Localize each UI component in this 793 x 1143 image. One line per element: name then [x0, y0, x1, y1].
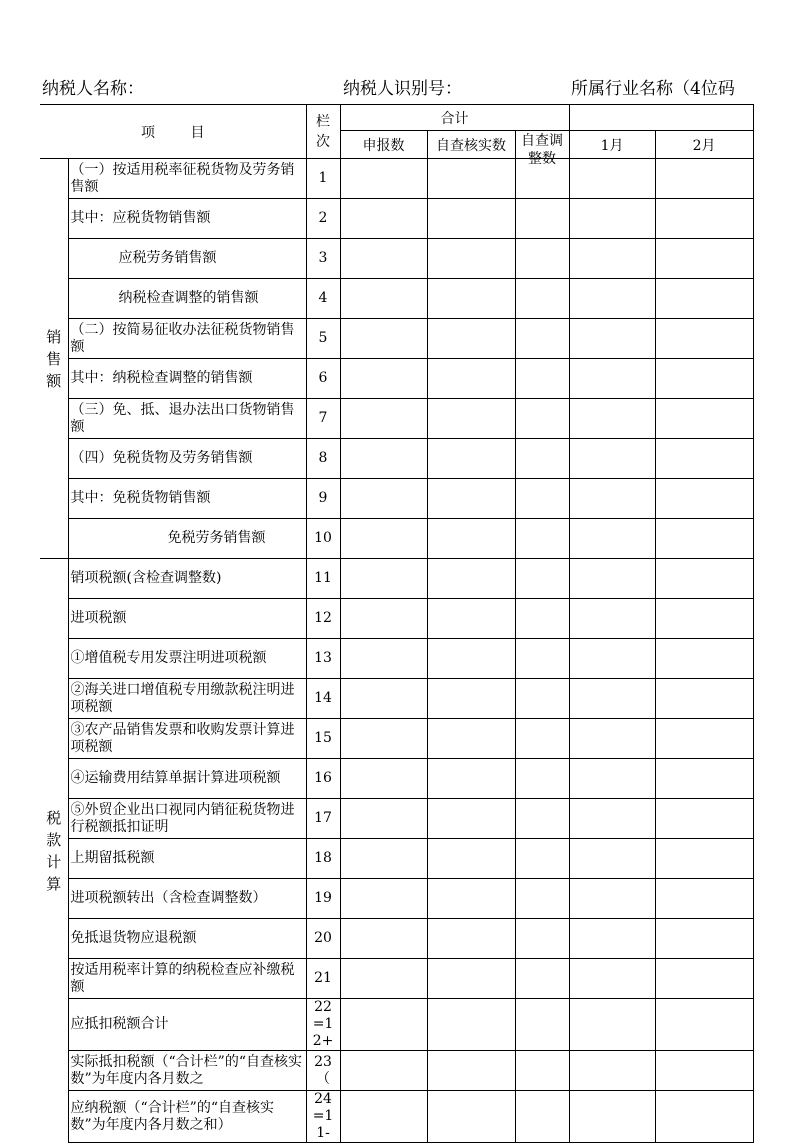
row-number — [306, 359, 340, 399]
row-item-text: ⑤外贸企业出口视同内销征税货物进行税额抵扣证明 — [70, 801, 295, 835]
cell-jan[interactable] — [569, 359, 655, 399]
row-number — [306, 519, 340, 559]
row-item-label — [68, 1091, 306, 1143]
row-item-label — [68, 559, 306, 599]
cell-feb[interactable] — [655, 479, 753, 519]
row-number — [306, 439, 340, 479]
cell-declared[interactable] — [340, 639, 427, 679]
cell-adjusted[interactable] — [515, 839, 569, 879]
row-number — [306, 319, 340, 359]
cell-jan[interactable] — [569, 319, 655, 359]
cell-adjusted[interactable] — [515, 239, 569, 279]
cell-verified[interactable] — [427, 479, 515, 519]
table-row — [40, 839, 753, 879]
cell-verified[interactable] — [427, 439, 515, 479]
header-total: 合计 — [340, 105, 569, 131]
row-item-label — [68, 959, 306, 999]
cell-verified[interactable] — [427, 959, 515, 999]
cell-verified[interactable] — [427, 839, 515, 879]
cell-adjusted[interactable] — [515, 959, 569, 999]
cell-feb[interactable] — [655, 319, 753, 359]
cell-verified[interactable] — [427, 799, 515, 839]
cell-feb[interactable] — [655, 959, 753, 999]
row-item-text: 应纳税额（“合计栏”的“自查核实数”为年度内各月数之和） — [70, 1099, 274, 1133]
row-number — [306, 959, 340, 999]
row-number-text: 9 — [318, 490, 328, 506]
cell-verified[interactable] — [427, 879, 515, 919]
cell-adjusted[interactable] — [515, 679, 569, 719]
table-row — [40, 919, 753, 959]
cell-adjusted[interactable] — [515, 799, 569, 839]
row-item-label — [68, 719, 306, 759]
row-item-text: 免抵退货物应退税额 — [70, 930, 197, 946]
row-number — [306, 479, 340, 519]
row-number — [306, 199, 340, 239]
cell-jan[interactable] — [569, 1091, 655, 1143]
cell-jan[interactable] — [569, 679, 655, 719]
row-item-label — [68, 199, 306, 239]
table-row — [40, 479, 753, 519]
cell-declared[interactable] — [340, 599, 427, 639]
row-item-label — [68, 479, 306, 519]
cell-feb[interactable] — [655, 599, 753, 639]
cell-declared[interactable] — [340, 1091, 427, 1143]
cell-feb[interactable] — [655, 519, 753, 559]
header-declared: 申报数 — [340, 131, 427, 159]
cell-feb[interactable] — [655, 999, 753, 1051]
table-row — [40, 559, 753, 599]
header-item: 项 目 — [40, 105, 306, 159]
row-number-text: 24=11- — [312, 1091, 334, 1141]
row-item-label — [68, 519, 306, 559]
cell-feb[interactable] — [655, 679, 753, 719]
row-number-text: 18 — [314, 850, 332, 866]
header-column-no — [306, 105, 340, 159]
cell-adjusted[interactable] — [515, 639, 569, 679]
cell-jan[interactable] — [569, 519, 655, 559]
row-number-text: 11 — [314, 570, 332, 586]
cell-feb[interactable] — [655, 199, 753, 239]
row-number — [306, 559, 340, 599]
row-item-label — [68, 599, 306, 639]
table-row — [40, 239, 753, 279]
cell-declared[interactable] — [340, 159, 427, 199]
row-number-text: 19 — [314, 890, 332, 906]
cell-adjusted[interactable] — [515, 1051, 569, 1091]
cell-verified[interactable] — [427, 559, 515, 599]
cell-declared[interactable] — [340, 359, 427, 399]
row-item-label — [68, 399, 306, 439]
row-number — [306, 679, 340, 719]
row-number-text: 1 — [318, 170, 328, 186]
row-item-text: （三）免、抵、退办法出口货物销售额 — [70, 401, 295, 435]
row-number-text: 5 — [318, 330, 328, 346]
cell-jan[interactable] — [569, 599, 655, 639]
cell-jan[interactable] — [569, 559, 655, 599]
row-item-text: 其中：纳税检查调整的销售额 — [70, 370, 253, 386]
cell-verified[interactable] — [427, 399, 515, 439]
row-item-label — [68, 999, 306, 1051]
cell-jan[interactable] — [569, 799, 655, 839]
cell-jan[interactable] — [569, 639, 655, 679]
row-number-text: 23（ — [314, 1053, 332, 1087]
row-number — [306, 1091, 340, 1143]
taxpayer-name-label: 纳税人名称： — [42, 79, 144, 99]
cell-verified[interactable] — [427, 639, 515, 679]
row-number — [306, 399, 340, 439]
row-number — [306, 759, 340, 799]
row-item-label — [68, 799, 306, 839]
table-row — [40, 759, 753, 799]
cell-declared[interactable] — [340, 239, 427, 279]
row-number-text: 4 — [318, 290, 328, 306]
table-row — [40, 959, 753, 999]
cell-declared[interactable] — [340, 679, 427, 719]
cell-verified[interactable] — [427, 599, 515, 639]
cell-adjusted[interactable] — [515, 319, 569, 359]
tax-self-check-table — [40, 104, 754, 1143]
cell-declared[interactable] — [340, 879, 427, 919]
table-row — [40, 199, 753, 239]
cell-adjusted[interactable] — [515, 279, 569, 319]
cell-feb[interactable] — [655, 439, 753, 479]
cell-jan[interactable] — [569, 399, 655, 439]
row-item-label — [68, 439, 306, 479]
row-number-text: 3 — [318, 250, 328, 266]
cell-jan[interactable] — [569, 879, 655, 919]
cell-adjusted[interactable] — [515, 919, 569, 959]
header-column-no-label: 栏次 — [316, 113, 331, 150]
row-item-label — [68, 919, 306, 959]
table-row — [40, 159, 753, 199]
row-item-label — [68, 1051, 306, 1091]
row-number-text: 8 — [318, 450, 328, 466]
cell-jan[interactable] — [569, 719, 655, 759]
cell-declared[interactable] — [340, 439, 427, 479]
cell-jan[interactable] — [569, 159, 655, 199]
cell-declared[interactable] — [340, 799, 427, 839]
cell-verified[interactable] — [427, 679, 515, 719]
table-row — [40, 799, 753, 839]
row-number — [306, 599, 340, 639]
cell-declared[interactable] — [340, 479, 427, 519]
row-item-text: 其中：免税货物销售额 — [70, 490, 211, 506]
cell-verified[interactable] — [427, 999, 515, 1051]
row-number-text: 22=12+ — [312, 999, 334, 1049]
cell-feb[interactable] — [655, 759, 753, 799]
cell-verified[interactable] — [427, 319, 515, 359]
row-number — [306, 1051, 340, 1091]
cell-verified[interactable] — [427, 279, 515, 319]
cell-jan[interactable] — [569, 959, 655, 999]
row-item-text: 进项税额转出（含检查调整数） — [70, 890, 267, 906]
cell-verified[interactable] — [427, 919, 515, 959]
row-number — [306, 799, 340, 839]
cell-verified[interactable] — [427, 1051, 515, 1091]
row-item-text: 应抵扣税额合计 — [70, 1016, 169, 1032]
header-blank — [569, 105, 753, 131]
row-number-text: 20 — [314, 930, 332, 946]
cell-jan[interactable] — [569, 999, 655, 1051]
row-number-text: 2 — [318, 210, 328, 226]
cell-adjusted[interactable] — [515, 719, 569, 759]
cell-jan[interactable] — [569, 1051, 655, 1091]
cell-feb[interactable] — [655, 1091, 753, 1143]
row-item-text: （一）按适用税率征税货物及劳务销售额 — [70, 161, 295, 195]
section-label — [40, 159, 68, 559]
section-label-text: 销售额 — [46, 327, 62, 390]
row-item-label — [68, 839, 306, 879]
cell-declared[interactable] — [340, 839, 427, 879]
row-number — [306, 999, 340, 1051]
row-item-text: 纳税检查调整的销售额 — [118, 290, 259, 306]
row-item-text: ①增值税专用发票注明进项税额 — [70, 650, 267, 666]
cell-declared[interactable] — [340, 759, 427, 799]
cell-adjusted[interactable] — [515, 439, 569, 479]
cell-jan[interactable] — [569, 759, 655, 799]
row-number-text: 16 — [314, 770, 332, 786]
row-number-text: 13 — [314, 650, 332, 666]
cell-jan[interactable] — [569, 919, 655, 959]
cell-feb[interactable] — [655, 719, 753, 759]
row-number-text: 12 — [314, 610, 332, 626]
row-item-label — [68, 879, 306, 919]
row-item-label — [68, 639, 306, 679]
row-number — [306, 159, 340, 199]
cell-feb[interactable] — [655, 279, 753, 319]
cell-verified[interactable] — [427, 199, 515, 239]
row-item-text: ④运输费用结算单据计算进项税额 — [70, 770, 281, 786]
row-item-label — [68, 759, 306, 799]
row-number — [306, 839, 340, 879]
cell-verified[interactable] — [427, 159, 515, 199]
header-adjusted — [515, 131, 569, 167]
row-item-text: 按适用税率计算的纳税检查应补缴税额 — [70, 961, 295, 995]
cell-adjusted[interactable] — [515, 759, 569, 799]
row-item-text: ②海关进口增值税专用缴款税注明进项税额 — [70, 681, 295, 715]
cell-declared[interactable] — [340, 959, 427, 999]
cell-declared[interactable] — [340, 559, 427, 599]
cell-feb[interactable] — [655, 799, 753, 839]
row-number — [306, 239, 340, 279]
table-row — [40, 999, 753, 1051]
table-row — [40, 719, 753, 759]
cell-verified[interactable] — [427, 759, 515, 799]
cell-feb[interactable] — [655, 359, 753, 399]
header-verified: 自查核实数 — [427, 131, 515, 159]
cell-feb[interactable] — [655, 879, 753, 919]
cell-jan[interactable] — [569, 479, 655, 519]
row-item-label — [68, 319, 306, 359]
header-feb: 2月 — [655, 131, 753, 159]
row-item-text: 免税劳务销售额 — [167, 530, 266, 546]
table-row — [40, 439, 753, 479]
table-row — [40, 679, 753, 719]
section-label-text: 税款计算 — [46, 808, 62, 893]
cell-declared[interactable] — [340, 999, 427, 1051]
row-number — [306, 279, 340, 319]
row-item-text: 上期留抵税额 — [70, 850, 155, 866]
cell-jan[interactable] — [569, 839, 655, 879]
row-item-text: 销项税额(含检查调整数) — [70, 570, 222, 586]
row-number-text: 7 — [318, 410, 328, 426]
cell-feb[interactable] — [655, 919, 753, 959]
cell-declared[interactable] — [340, 399, 427, 439]
cell-adjusted[interactable] — [515, 1091, 569, 1143]
row-item-label — [68, 359, 306, 399]
cell-declared[interactable] — [340, 279, 427, 319]
row-item-text: （二）按简易征收办法征税货物销售额 — [70, 321, 295, 355]
row-number-text: 17 — [314, 810, 332, 826]
row-number — [306, 879, 340, 919]
row-item-label — [68, 239, 306, 279]
row-number-text: 14 — [314, 690, 332, 706]
industry-label: 所属行业名称（4位码 — [571, 79, 735, 99]
cell-verified[interactable] — [427, 239, 515, 279]
cell-adjusted[interactable] — [515, 519, 569, 559]
row-number — [306, 639, 340, 679]
cell-jan[interactable] — [569, 279, 655, 319]
cell-verified[interactable] — [427, 359, 515, 399]
cell-feb[interactable] — [655, 159, 753, 199]
cell-verified[interactable] — [427, 719, 515, 759]
cell-feb[interactable] — [655, 839, 753, 879]
row-item-label — [68, 159, 306, 199]
table-row — [40, 519, 753, 559]
cell-verified[interactable] — [427, 1091, 515, 1143]
cell-adjusted[interactable] — [515, 879, 569, 919]
cell-feb[interactable] — [655, 559, 753, 599]
row-number-text: 6 — [318, 370, 328, 386]
row-item-label — [68, 279, 306, 319]
row-item-text: ③农产品销售发票和收购发票计算进项税额 — [70, 721, 295, 755]
row-item-text: 实际抵扣税额（“合计栏”的“自查核实数”为年度内各月数之 — [70, 1053, 302, 1087]
cell-feb[interactable] — [655, 399, 753, 439]
header-adjusted-label: 自查调整数 — [521, 132, 564, 167]
table-row — [40, 319, 753, 359]
row-item-text: （四）免税货物及劳务销售额 — [70, 450, 253, 466]
table-row — [40, 399, 753, 439]
cell-adjusted[interactable] — [515, 359, 569, 399]
header-jan: 1月 — [569, 131, 655, 159]
cell-declared[interactable] — [340, 319, 427, 359]
table-row — [40, 279, 753, 319]
cell-adjusted[interactable] — [515, 399, 569, 439]
row-number-text: 10 — [314, 530, 332, 546]
table-row — [40, 639, 753, 679]
cell-declared[interactable] — [340, 1051, 427, 1091]
cell-declared[interactable] — [340, 199, 427, 239]
row-number-text: 21 — [314, 970, 332, 986]
row-item-text: 其中：应税货物销售额 — [70, 210, 211, 226]
cell-feb[interactable] — [655, 1051, 753, 1091]
cell-jan[interactable] — [569, 439, 655, 479]
row-item-label — [68, 679, 306, 719]
row-item-text: 应税劳务销售额 — [118, 250, 217, 266]
cell-jan[interactable] — [569, 199, 655, 239]
table-row — [40, 599, 753, 639]
table-row — [40, 359, 753, 399]
row-item-text: 进项税额 — [70, 610, 127, 626]
cell-feb[interactable] — [655, 239, 753, 279]
row-number-text: 15 — [314, 730, 332, 746]
table-row — [40, 1051, 753, 1091]
section-label — [40, 559, 68, 1143]
row-number — [306, 919, 340, 959]
cell-adjusted[interactable] — [515, 599, 569, 639]
table-row — [40, 879, 753, 919]
cell-declared[interactable] — [340, 519, 427, 559]
cell-feb[interactable] — [655, 639, 753, 679]
cell-declared[interactable] — [340, 719, 427, 759]
cell-adjusted[interactable] — [515, 199, 569, 239]
row-number — [306, 719, 340, 759]
cell-verified[interactable] — [427, 519, 515, 559]
cell-declared[interactable] — [340, 919, 427, 959]
cell-adjusted[interactable] — [515, 999, 569, 1051]
cell-adjusted[interactable] — [515, 559, 569, 599]
cell-jan[interactable] — [569, 239, 655, 279]
taxpayer-id-label: 纳税人识别号： — [343, 79, 462, 99]
table-row — [40, 1091, 753, 1143]
cell-adjusted[interactable] — [515, 479, 569, 519]
